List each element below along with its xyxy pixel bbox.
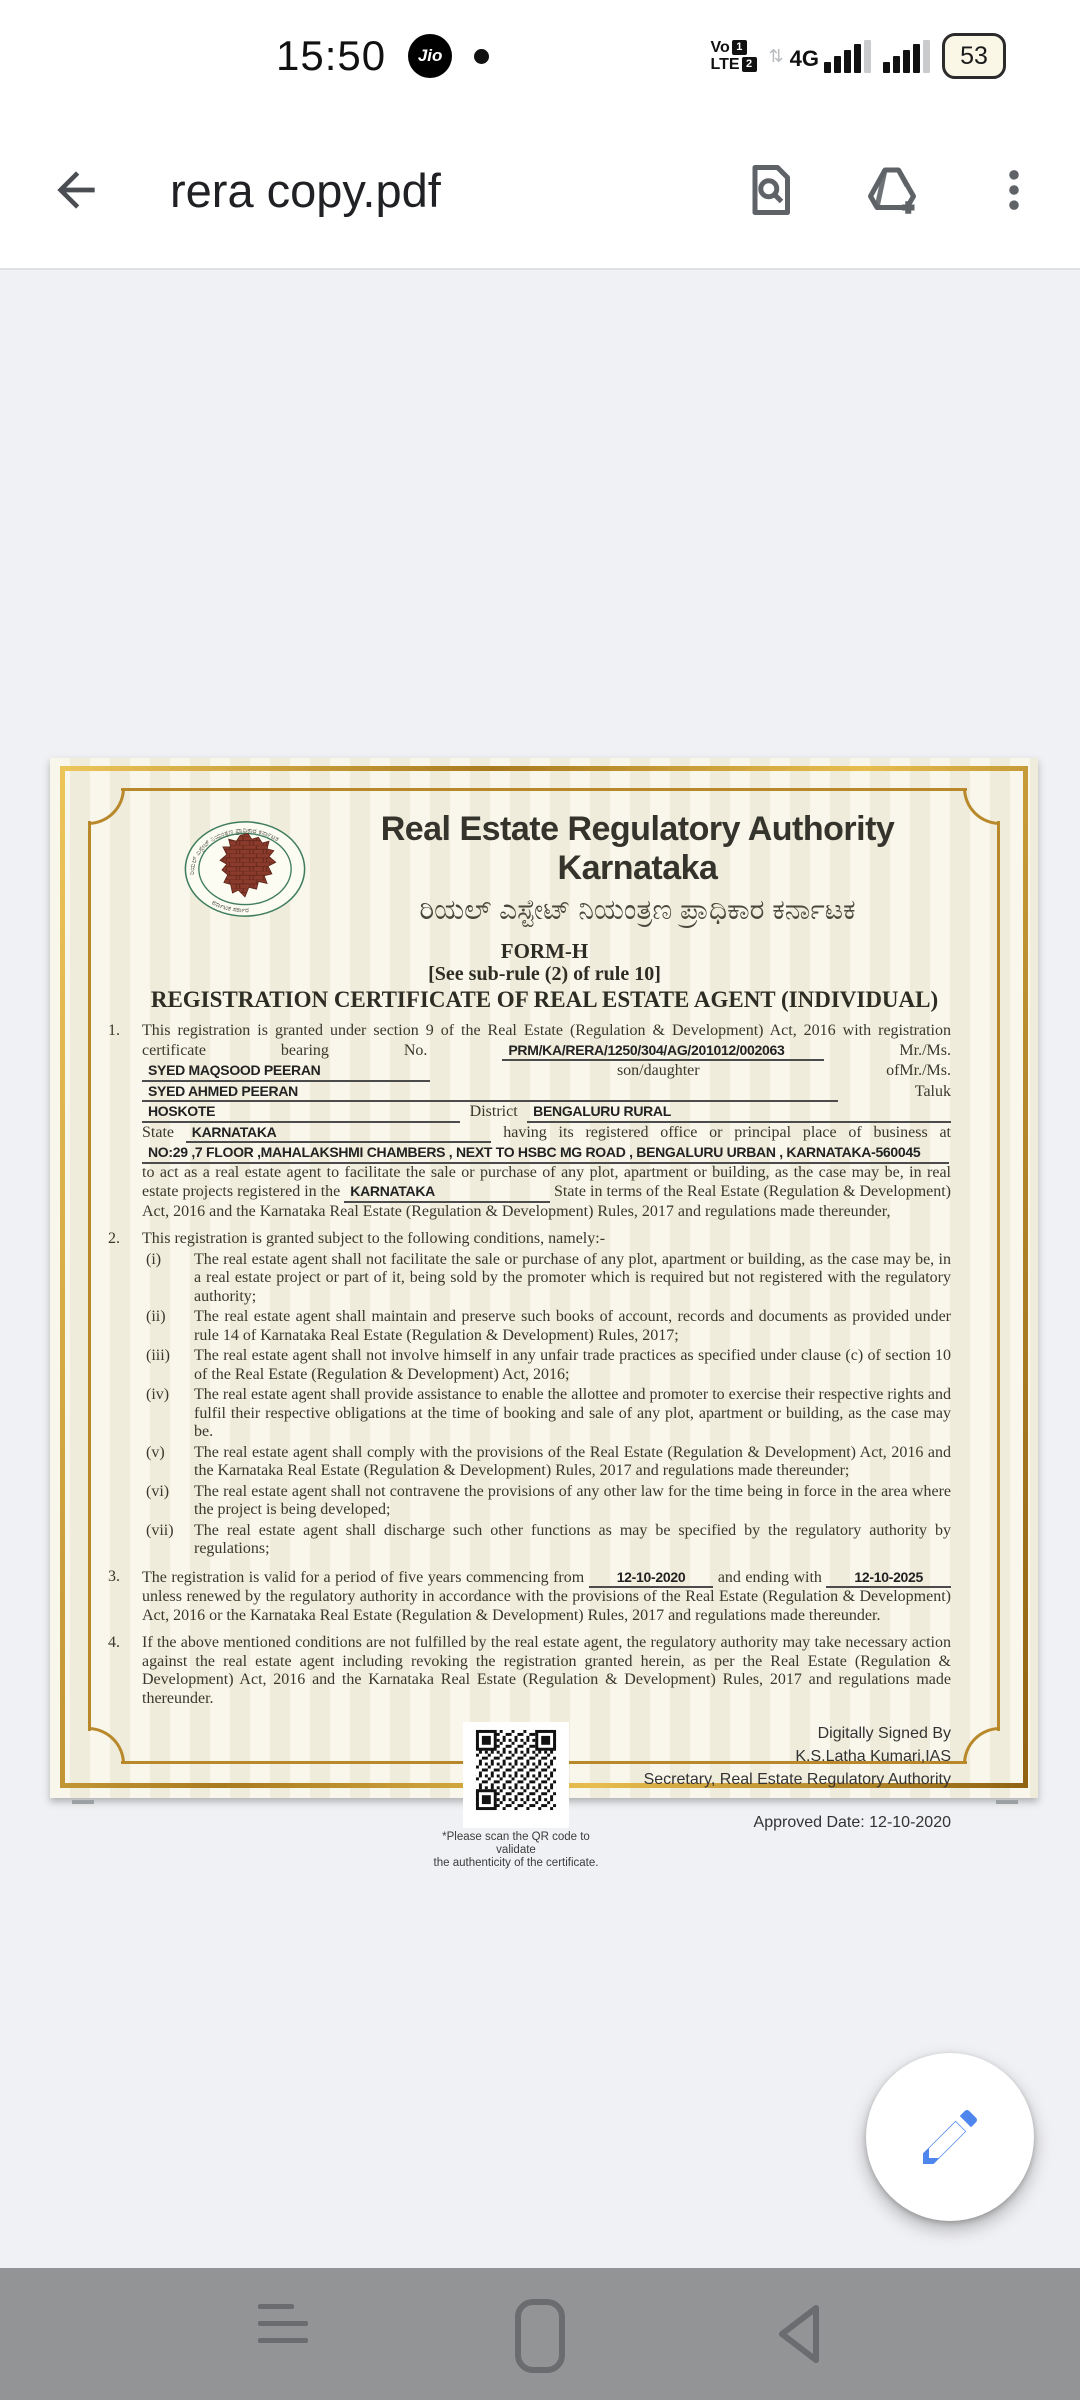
clause-1: 1. This registration is granted under section 9 of the Real Estate (Regulation & Development) Act, 2016 with registration certificate bearing No. PRM/KA/RERA/1250/304/AG/201012/002063 Mr./Ms. SYED MAQSOOD PEERAN son/daughter ofMr./Ms. SYED AHMED PEERAN Taluk HOSKOTE District BENGALURU RURAL State KARNATAKA having its registered office or principal place of business at NO:29 ,7 FLOOR ,MAHALAKSHMI CHAMBERS , NEXT TO HSBC MG ROAD , BENGALURU URBAN , KARNATAKA-560045 to act as a real estate agent to facilitate the sale or purchase of any plot, apartment or building, as the case may be, in real estate projects registered in the KARNATAKA State in terms of the Real Estate (Regulation & Development) Act, 2016 and the Karnataka Real Estate (Regulation & Development) Rules, 2017 and regulations made thereunder, (108, 1022, 952, 1220)
overflow-menu-icon (988, 164, 1040, 216)
expiry-date-value: 12-10-2025 (826, 1568, 951, 1589)
condition-item-ii: (ii) The real estate agent shall maintain and preserve such books of account, records and documents as provided under rule 14 of Karnataka Real Estate (Regulation & Development) Rules, 2017; (146, 1308, 951, 1344)
pdf-viewer[interactable] (0, 270, 1080, 2268)
certificate-content (96, 792, 951, 1870)
add-to-drive-button[interactable] (844, 142, 940, 238)
authority-logo-icon (182, 819, 308, 919)
condition-item-iv: (iv) The real estate agent shall provide assistance to enable the allottee and promoter to exercise their respective rights and fulfil their respective obligations at the time of booking and sale of any plot, apartment or building, as the case may be. (146, 1386, 951, 1440)
page-handle-left (72, 1800, 94, 1804)
clause-2 (96, 1230, 951, 1249)
clause-number: 2. (108, 1230, 120, 1247)
signed-by-label: Digitally Signed By (817, 1725, 951, 1742)
logo-ring-text: ರಿಯಲ್ ಎಸ್ಟೇಟ್ ನಿಯಂತ್ರಣ ಪ್ರಾಧಿಕಾರ ಕರ್ನಾಟಕ (188, 826, 280, 875)
condition-item-iii: (iii) The real estate agent shall not involve himself in any unfair trade practices as specified under clause (c) of section 10 of the Real Estate (Regulation & Development) Act, 2016; (146, 1347, 951, 1383)
clause-number: 1. (108, 1022, 120, 1039)
clause-3: 3. The registration is valid for a period of five years commencing from 12-10-2020 and ending with 12-10-2025 unless renewed by the regulatory authority in accordance with the provisions of the Real Estate (Regulation & Development) Act, 2016 or the Karnataka Real Estate (Regulation & Development) Rules, 2017 and regulations made thereunder. (108, 1567, 951, 1624)
battery-icon (942, 33, 1006, 79)
app-bar (0, 112, 1080, 268)
back-button[interactable] (28, 142, 124, 238)
registration-number-value: PRM/KA/RERA/1250/304/AG/201012/002063 (502, 1041, 824, 1062)
battery-level: 53 (960, 41, 988, 70)
network-type-label: 4G (789, 45, 819, 71)
data-activity-icon: ⇅ (768, 45, 784, 66)
taluk-value: HOSKOTE (142, 1102, 460, 1123)
project-state-value: KARNATAKA (344, 1182, 550, 1203)
signal-strength-icon-1 (790, 40, 871, 73)
qr-block (426, 1722, 606, 1870)
document-title: rera copy.pdf (170, 163, 441, 217)
father-name-value: SYED AHMED PEERAN (142, 1082, 838, 1103)
add-to-drive-icon (862, 160, 922, 220)
nav-menu-button[interactable] (258, 2304, 308, 2343)
status-bar-left (276, 0, 489, 112)
notification-dot-icon (474, 49, 489, 64)
condition-item-vii: (vii) The real estate agent shall discharge such other functions as may be specified by the regulatory authority by regulations; (146, 1521, 951, 1557)
form-rule: [See sub-rule (2) of rule 10] (428, 963, 661, 985)
clause-number: 3. (108, 1567, 120, 1585)
qr-caption: *Please scan the QR code to validate the authenticity of the certificate. (433, 1831, 599, 1869)
agent-name-value: SYED MAQSOOD PEERAN (142, 1061, 430, 1082)
signal-strength-icon-2 (883, 40, 930, 73)
status-bar-right (711, 0, 1006, 112)
find-in-document-button[interactable] (722, 142, 818, 238)
district-value: BENGALURU RURAL (527, 1102, 951, 1123)
condition-item-v: (v) The real estate agent shall comply with the provisions of the Real Estate (Regulation & Development) Act, 2016 and the Karnataka Real Estate (Regulation & Development) Rules, 2017 and regulations made thereunder; (146, 1443, 951, 1479)
address-value: NO:29 ,7 FLOOR ,MAHALAKSHMI CHAMBERS , NEXT TO HSBC MG ROAD , BENGALURU URBAN , KARNATAKA-560045 (142, 1143, 949, 1164)
authority-name-kannada: ರಿಯಲ್ ಎಸ್ಟೇಟ್ ನಿಯಂತ್ರಣ ಪ್ರಾಧಿಕಾರ ಕರ್ನಾಟಕ (419, 894, 856, 925)
volte-icon: Vo 1 LTE 2 (711, 39, 757, 73)
clause-2-intro: This registration is granted subject to the following conditions, namely:- (142, 1230, 606, 1247)
clause-4: 4. If the above mentioned conditions are not fulfilled by the real estate agent, the regulatory authority may take necessary action against the real estate agent including revoking the registration granted herein, as per the Real Estate (Regulation & Development) Act, 2016 and the Karnataka Real Estate (Regulation & Development) Rules, 2017 and regulations made thereunder. (108, 1634, 951, 1707)
overflow-menu-button[interactable] (966, 142, 1062, 238)
certificate-title: REGISTRATION CERTIFICATE OF REAL ESTATE AGENT (INDIVIDUAL) (150, 987, 939, 1012)
clock: 15:50 (276, 32, 387, 79)
carrier-jio-icon: Jio (408, 34, 452, 78)
condition-item-i: (i) The real estate agent shall not facilitate the sale or purchase of any plot, apartment or building, as the case may be, in a real estate project or part of it, being sold by the promoter which is required but not registered with the regulatory authority; (146, 1250, 951, 1305)
condition-item-vi: (vi) The real estate agent shall not contravene the provisions of any other law for the time being in force in the area where the project is being developed; (146, 1482, 951, 1518)
logo-bottom-text: ಕರ್ನಾಟಕ ಸರ್ಕಾರ (210, 898, 249, 914)
find-in-document-icon (740, 160, 800, 220)
menu-icon (258, 2304, 294, 2309)
nav-back-button[interactable] (772, 2300, 824, 2368)
qr-code (463, 1722, 569, 1828)
page-handle-right (996, 1800, 1018, 1804)
form-number: FORM-H (500, 939, 589, 963)
app-bar-actions (722, 142, 1062, 238)
sim1-badge: 1 (732, 40, 747, 55)
pdf-page-certificate[interactable] (50, 758, 1038, 1869)
navigation-bar (0, 2268, 1080, 2400)
home-icon (514, 2296, 566, 2376)
signatory-name: K.S.Latha Kumari,IAS (795, 1748, 951, 1765)
certificate-footer (96, 1722, 951, 1870)
back-arrow-icon (48, 162, 104, 218)
back-triangle-icon (772, 2300, 824, 2368)
state-value: KARNATAKA (186, 1123, 492, 1144)
certificate-header (96, 810, 951, 927)
nav-home-button[interactable] (514, 2296, 566, 2376)
pencil-icon (914, 2101, 986, 2173)
signature-block (644, 1722, 951, 1870)
form-heading (96, 939, 951, 1013)
commencement-date-value: 12-10-2020 (589, 1568, 714, 1589)
edit-fab[interactable] (866, 2053, 1034, 2221)
status-bar (0, 0, 1080, 112)
signatory-title: Secretary, Real Estate Regulatory Authority (643, 1771, 951, 1788)
clause-number: 4. (108, 1634, 120, 1651)
authority-name: Real Estate Regulatory Authority Karnataka (380, 810, 895, 887)
approved-date: Approved Date: 12-10-2020 (753, 1814, 951, 1831)
clause-1-text: This registration is granted under section 9 of the Real Estate (Regulation & Development) Act, 2016 with registration certificate bearing No. (142, 1022, 951, 1059)
sim2-badge: 2 (742, 57, 757, 72)
